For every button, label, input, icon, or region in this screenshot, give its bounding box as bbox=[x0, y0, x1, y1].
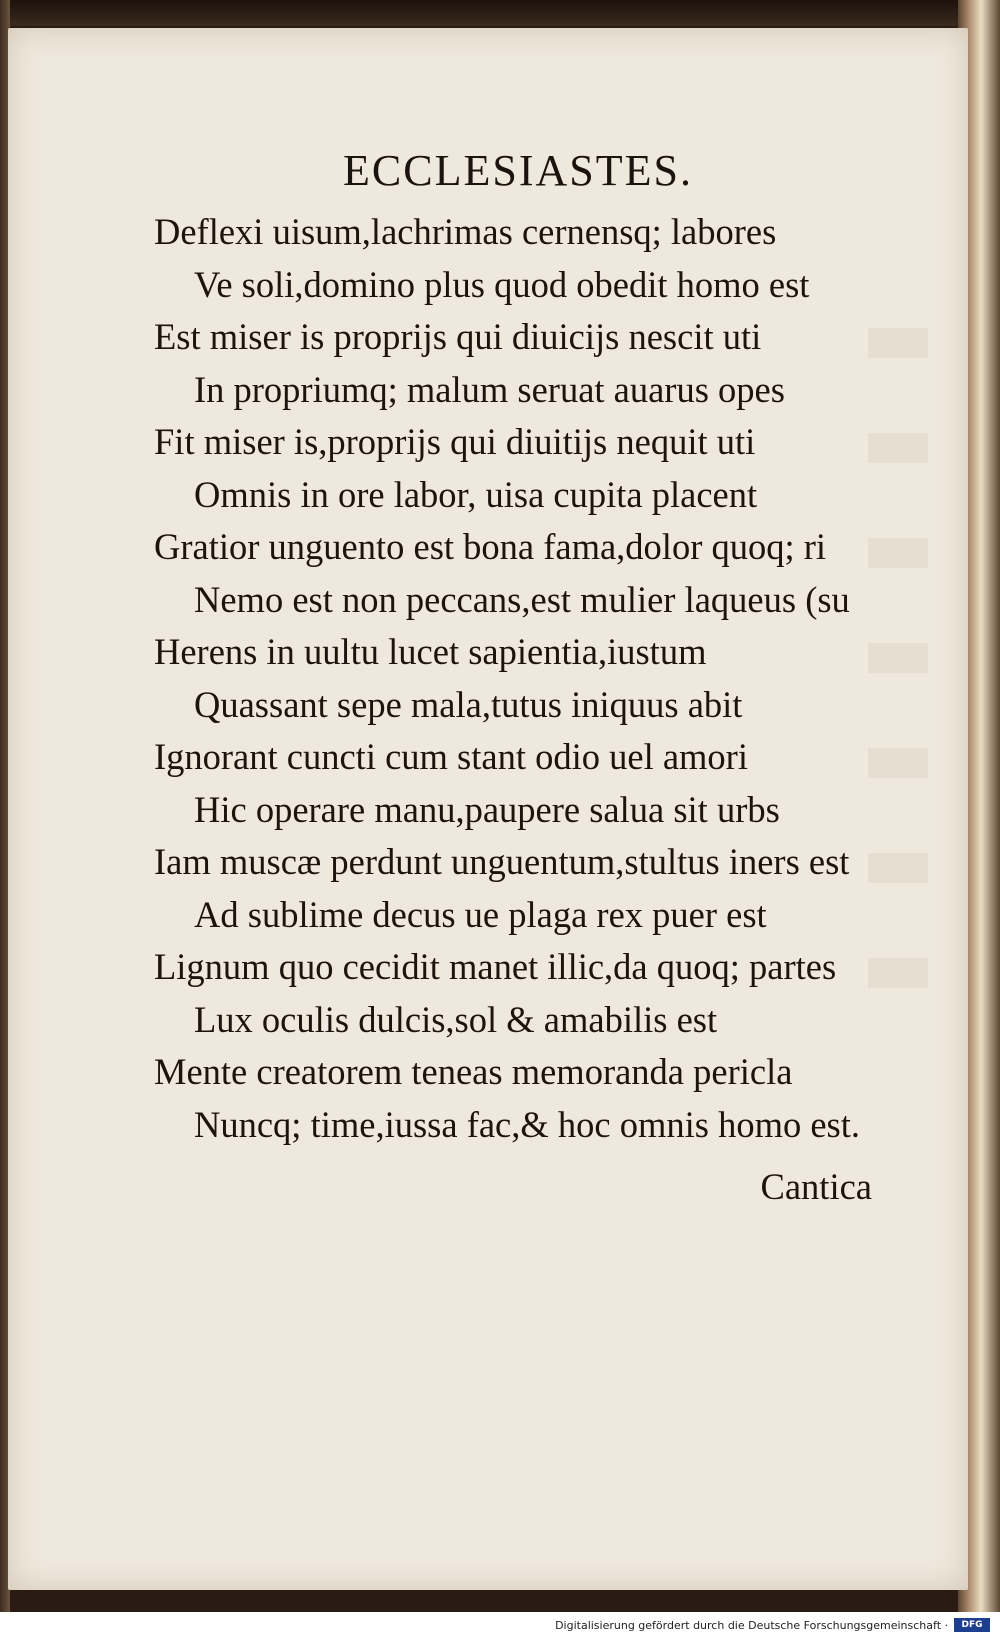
verse-line: Lignum quo cecidit manet illic,da quoq; partes bbox=[154, 946, 837, 987]
verse-line: Omnis in ore labor, uisa cupita placent bbox=[194, 473, 758, 515]
verse-line: Deflexi uisum,lachrimas cernensq; labores bbox=[154, 211, 777, 252]
verse-line: Nuncq; time,iussa fac,& hoc omnis homo est. bbox=[194, 1103, 861, 1145]
verse-line: Mente creatorem teneas memoranda pericla bbox=[154, 1051, 793, 1092]
verse-line: Gratior unguento est bona fama,dolor quoq; ri bbox=[154, 526, 827, 567]
verse-line: In propriumq; malum seruat auarus opes bbox=[194, 368, 785, 410]
funding-credit: Digitalisierung gefördert durch die Deutsche Forschungsgemeinschaft · bbox=[555, 1619, 948, 1632]
dfg-logo-icon: DFG bbox=[954, 1618, 990, 1632]
running-head: ECCLESIASTES. bbox=[343, 146, 693, 195]
paper-leaf bbox=[8, 28, 968, 1590]
verse-line: Lux oculis dulcis,sol & amabilis est bbox=[194, 998, 718, 1040]
verse-text bbox=[8, 206, 968, 1151]
verse-line: Quassant sepe mala,tutus iniquus abit bbox=[194, 683, 743, 725]
binding-top-edge bbox=[0, 0, 1000, 26]
verse-line: Fit miser is,proprijs qui diuitijs nequit uti bbox=[154, 421, 756, 462]
catchword: Cantica bbox=[760, 1166, 872, 1207]
verse-line: Nemo est non peccans,est mulier laqueus (su bbox=[194, 578, 850, 620]
verse-line: Herens in uultu lucet sapientia,iustum bbox=[154, 631, 707, 672]
digitization-footer bbox=[0, 1612, 1000, 1641]
verse-line: Ve soli,domino plus quod obedit homo est bbox=[194, 263, 810, 305]
verse-line: Hic operare manu,paupere salua sit urbs bbox=[194, 788, 780, 830]
verse-line: Iam muscæ perdunt unguentum,stultus iners est bbox=[154, 841, 850, 882]
verse-line: Ad sublime decus ue plaga rex puer est bbox=[194, 893, 767, 935]
verse-line: Ignorant cuncti cum stant odio uel amori bbox=[154, 736, 748, 777]
verse-line: Est miser is proprijs qui diuicijs nescit uti bbox=[154, 316, 762, 357]
